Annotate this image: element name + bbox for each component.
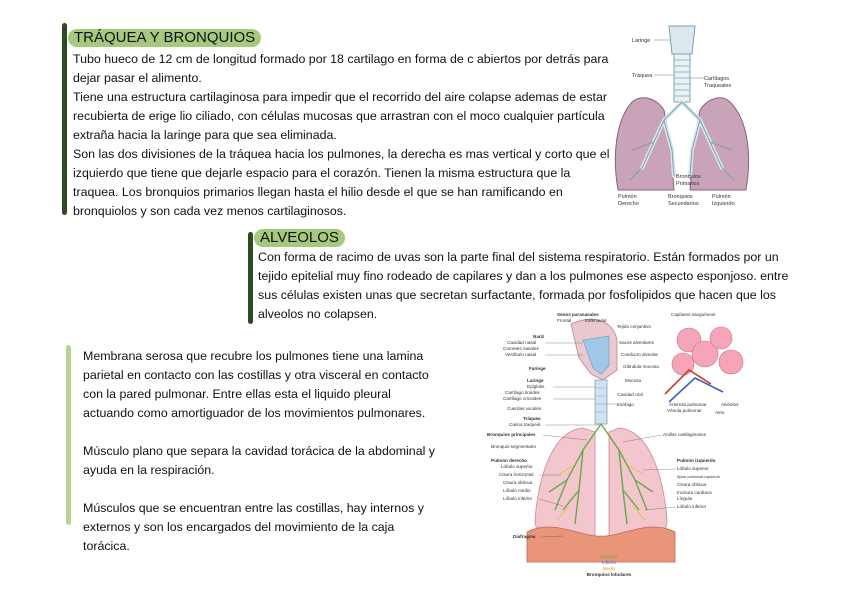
label-bronquio-segmentario: Bronquio segmentario <box>491 444 536 449</box>
label-faringe: Faringe <box>529 366 546 371</box>
label-tejido-conjuntivo: Tejido conjuntivo <box>617 324 651 329</box>
trachea-paragraph-3: Son las dos divisiones de la tráquea hacia los pulmones, la derecha es mas vertical y corto que el izquierdo que tiene que dejarle espacio para el corazón. Tienen la misma estructura que la traquea. Los bronquios primarios llegan hasta el hilio desde el que se han ramificando en bronquiolos y son cada vez menos cartilaginosos. <box>73 147 610 218</box>
label-epiglotis: Epiglotis <box>527 384 545 389</box>
label-esfenoidal: Esfenoidal <box>585 318 607 323</box>
label-carina-traqueal: Carina traqueal <box>509 422 541 427</box>
label-bronquios-secundarios-1: Bronquios <box>668 194 693 200</box>
label-cavidad-oral: Cavidad oral <box>617 392 643 397</box>
label-pulmon-izquierdo-1: Pulmón <box>712 194 731 200</box>
label-cavidad-nasal: Cavidad nasal <box>507 340 537 345</box>
label-lobulo-medio: Lóbulo medio <box>503 488 531 493</box>
label-pulmon-izquierdo-2: Izquierdo <box>712 201 735 207</box>
section-bar-alveolos <box>248 232 253 324</box>
label-cartilago-tiroides: Cartílago tiroides <box>505 390 540 395</box>
label-traquea: Tráquea <box>523 416 541 421</box>
larynx-shape <box>669 26 695 54</box>
label-glandula-mucosa: Glándula mucosa <box>623 364 659 369</box>
label-laringe: Laringe <box>632 38 651 44</box>
trachea-paragraph-2: Tiene una estructura cartilaginosa para impedir que el recorrido del aire colapse ademas de estar recubierta de erige lio ciliado, con células mucosas que arrastran con el moco cualquier partícula extraña hacia la laringe para que sea eliminada. <box>73 90 608 142</box>
label-superior: Superior <box>600 554 618 559</box>
label-pulmon-izquierdo: Pulmón izquierdo <box>677 458 716 463</box>
label-venula-pulmonar: Vénula pulmonar <box>667 408 702 413</box>
label-lobulo-inferior-der: Lóbulo inferior <box>503 496 533 501</box>
label-cornetes-nasales: Cornetes nasales <box>503 346 539 351</box>
respiratory-system-figure <box>483 310 783 580</box>
label-cisura-oblicua-izq: Cisura oblicua <box>677 482 707 487</box>
label-arteriola-pulmonar: Arteriola pulmonar <box>669 402 707 407</box>
label-inferior: Inferior <box>601 560 617 565</box>
lower-text <box>83 347 443 556</box>
label-lobulo-superior-izq: Lóbulo superior <box>677 466 709 471</box>
label-bronquios-principales: Bronquios principales <box>487 432 536 437</box>
label-lobulo-superior-der: Lóbulo superior <box>501 464 533 469</box>
label-frontal: Frontal <box>557 318 572 323</box>
label-pulmon-derecho: Pulmón derecho <box>491 458 527 463</box>
label-nariz: Nariz <box>533 334 545 339</box>
label-conducto-alveolar: Conducto alveolar <box>621 352 659 357</box>
left-lung-shape <box>609 428 667 541</box>
label-incisura-cardiaca: Incisura cardiaca <box>677 490 712 495</box>
label-medio: Medio <box>602 566 616 571</box>
label-lobulo-inferior-izq: Lóbulo inferior <box>677 504 707 509</box>
trachea-heading: TRÁQUEA Y BRONQUIOS <box>68 29 261 47</box>
label-pulmon-derecho-2: Derecho <box>618 201 639 207</box>
label-bronquios-lobulares: Bronquios lobulares <box>586 572 632 577</box>
label-alveolos: Alvéolos <box>721 402 739 407</box>
label-bronquios-primarios-2: Primarios <box>676 181 700 187</box>
alveolos-heading: ALVEOLOS <box>254 229 345 247</box>
label-cuerdas-vocales: Cuerdas vocales <box>507 406 542 411</box>
diaphragm-paragraph: Músculo plano que separa la cavidad torácica de la abdominal y ayuda en la respiración. <box>83 444 435 477</box>
trachea-bronchi-figure <box>612 20 752 210</box>
label-capilares: Capilares sanguíneos <box>671 312 716 317</box>
label-traquea: Tráquea <box>632 73 653 79</box>
label-laringe: Laringe <box>527 378 544 383</box>
alveolos-paragraph: Con forma de racimo de uvas son la parte final del sistema respiratorio. Están formados por un tejido epitelial muy fino rodeado de capilares y dan a los pulmones ese aspecto esponjoso. entre sus células existen unas que secretan surfactante, formada por fosfolipidos que hacen que los alveolos no colapsen. <box>258 250 789 321</box>
trachea-text <box>73 50 613 221</box>
label-lingula: Língula <box>677 496 693 501</box>
label-pulmon-derecho-1: Pulmón <box>618 194 637 200</box>
label-vestibulo-nasal: Vestíbulo nasal <box>505 352 537 357</box>
section-bar-lower <box>66 345 71 525</box>
intercostal-paragraph: Músculos que se encuentran entre las costillas, hay internos y externos y son los encargados del movimiento de la caja torácica. <box>83 501 424 553</box>
label-bronquios-primarios-1: Bronquios <box>676 174 701 180</box>
label-cartilago-cricoides: Cartílago cricoides <box>503 396 542 401</box>
right-lung-shape <box>615 98 674 190</box>
pleura-paragraph: Membrana serosa que recubre los pulmones tiene una lamina parietal en contacto con las costillas y otra visceral en contacto con la pared pulmonar. Entre ellas esta el liquido pleural actuando como amortiguador de los movimientos pulmonares. <box>83 349 429 420</box>
trachea-shape <box>595 380 607 424</box>
section-bar-trachea <box>62 23 67 215</box>
trachea-paragraph-1: Tubo hueco de 12 cm de longitud formado por 18 cartilago en forma de c abiertos por detrás para dejar pasar el alimento. <box>73 52 609 85</box>
label-mucosa: Mucosa <box>625 378 642 383</box>
label-atrio: Atrio <box>715 410 725 415</box>
label-cartilagos: Cartílagos <box>704 76 730 82</box>
label-esofago: Esófago <box>617 402 634 407</box>
label-cisura-oblicua-der: Cisura oblicua <box>503 480 533 485</box>
alveoli-inset <box>665 327 743 402</box>
label-anillos-cartilaginosos: Anillos cartilaginosos <box>663 432 706 437</box>
label-cisura-horizontal: Cisura horizontal <box>499 472 534 477</box>
label-sacos-alveolares: Sacos alveolares <box>619 340 654 345</box>
label-senos-paranasales: Senos paranasales <box>557 312 599 317</box>
label-traqueales: Traqueales <box>704 83 732 89</box>
label-bronquios-secundarios-2: Secundarios <box>668 201 699 207</box>
label-diafragma: Diafragma <box>513 534 536 539</box>
label-apice-pulmonar: Ápice pulmonar izquierdo <box>677 475 720 479</box>
